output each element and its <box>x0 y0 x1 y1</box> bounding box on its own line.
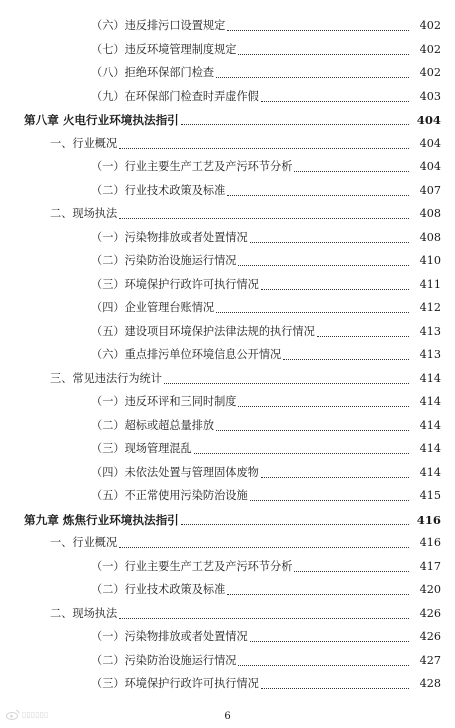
dot-leader <box>119 546 409 548</box>
dot-leader <box>238 264 409 266</box>
toc-entry-page: 407 <box>419 183 441 197</box>
toc-entry-page: 413 <box>419 324 441 338</box>
toc-entry-page: 415 <box>419 489 441 502</box>
toc-entry-page: 402 <box>419 19 441 32</box>
toc-entry-item[interactable] <box>0 460 455 480</box>
toc-entry-item[interactable] <box>0 225 455 245</box>
toc-entry-page: 414 <box>419 418 441 432</box>
toc-entry-page: 420 <box>419 583 441 596</box>
toc-entry-title: （二）行业技术政策及标准 <box>91 183 226 197</box>
dot-leader <box>216 311 409 313</box>
toc-entry-title: 一、行业概况 <box>50 536 118 549</box>
toc-entry-item[interactable] <box>0 84 455 104</box>
toc-entry-item[interactable] <box>0 154 455 174</box>
toc-entry-section[interactable] <box>0 201 455 221</box>
page-number: 6 <box>224 711 231 722</box>
toc-entry-title: 第九章 炼焦行业环境执法指引 <box>24 512 179 527</box>
dot-leader <box>194 452 409 454</box>
dot-leader <box>294 570 409 572</box>
toc-entry-title: 二、现场执法 <box>50 606 118 620</box>
toc-entry-page: 404 <box>416 113 441 127</box>
toc-entry-title: （四）企业管理台账情况 <box>91 301 215 314</box>
toc-entry-item[interactable] <box>0 37 455 57</box>
toc-entry-title: （八）拒绝环保部门检查 <box>91 66 215 79</box>
toc-entry-title: （六）重点排污单位环境信息公开情况 <box>91 348 282 361</box>
toc-entry-title: （九）在环保部门检查时弄虚作假 <box>91 89 259 103</box>
toc-entry-page: 416 <box>416 512 441 527</box>
toc-entry-title: 一、行业概况 <box>50 136 118 150</box>
toc-entry-title: （三）现场管理混乱 <box>91 442 192 455</box>
toc-entry-title: （六）违反排污口设置规定 <box>91 19 226 32</box>
toc-entry-page: 403 <box>419 89 441 103</box>
dot-leader <box>119 217 409 219</box>
toc-entry-section[interactable] <box>0 530 455 550</box>
dot-leader <box>216 429 409 431</box>
toc-entry-title: 二、现场执法 <box>50 207 118 220</box>
toc-entry-item[interactable] <box>0 413 455 433</box>
toc-entry-title: （一）行业主要生产工艺及产污环节分析 <box>91 160 293 173</box>
dot-leader <box>181 523 409 525</box>
toc-entry-page: 412 <box>419 301 441 314</box>
dot-leader <box>238 405 409 407</box>
dot-leader <box>119 617 409 619</box>
toc-entry-page: 413 <box>419 348 441 361</box>
toc-entry-page: 411 <box>419 277 441 291</box>
toc-entry-item[interactable] <box>0 272 455 292</box>
dot-leader <box>317 335 409 337</box>
toc-entry-title: （一）行业主要生产工艺及产污环节分析 <box>91 559 293 573</box>
toc-entry-page: 428 <box>419 677 441 690</box>
toc-entry-page: 404 <box>419 160 441 173</box>
dot-leader <box>250 499 409 501</box>
dot-leader <box>250 241 409 243</box>
toc-entry-page: 402 <box>419 66 441 79</box>
dot-leader <box>261 476 409 478</box>
toc-entry-item[interactable] <box>0 60 455 80</box>
toc-entry-page: 414 <box>419 465 441 479</box>
toc-entry-item[interactable] <box>0 436 455 456</box>
toc-entry-page: 414 <box>419 371 441 385</box>
toc-entry-title: （一）违反环评和三同时制度 <box>91 395 237 408</box>
toc-entry-title: （二）行业技术政策及标准 <box>91 583 226 596</box>
toc-entry-title: （三）环境保护行政许可执行情况 <box>91 677 259 690</box>
watermark <box>6 709 48 720</box>
toc-entry-item[interactable] <box>0 295 455 315</box>
toc-entry-item[interactable] <box>0 178 455 198</box>
toc-entry-page: 426 <box>419 606 441 620</box>
toc-entry-page: 402 <box>419 42 441 56</box>
toc-entry-title: （二）污染防治设施运行情况 <box>91 653 237 667</box>
dot-leader <box>261 687 409 689</box>
toc-entry-item[interactable] <box>0 342 455 362</box>
toc-entry-item[interactable] <box>0 483 455 503</box>
toc-entry-page: 427 <box>419 653 441 667</box>
weibo-logo-icon <box>6 709 20 720</box>
toc-entry-page: 414 <box>419 395 441 408</box>
toc-entry-title: （三）环境保护行政许可执行情况 <box>91 277 259 291</box>
toc-entry-item[interactable] <box>0 577 455 597</box>
toc-entry-item[interactable] <box>0 554 455 574</box>
toc-entry-item[interactable] <box>0 624 455 644</box>
toc-entry-item[interactable] <box>0 671 455 691</box>
toc-entry-page: 404 <box>419 136 441 150</box>
toc-entry-item[interactable] <box>0 648 455 668</box>
dot-leader <box>181 123 409 125</box>
toc-entry-title: （五）建设项目环境保护法律法规的执行情况 <box>91 324 315 338</box>
toc-entry-page: 426 <box>419 630 441 643</box>
toc-entry-page: 408 <box>419 230 441 244</box>
watermark-text: ▯▯▯▯▯▯ <box>22 710 49 719</box>
dot-leader <box>238 53 409 55</box>
dot-leader <box>261 100 409 102</box>
toc-entry-title: 三、常见违法行为统计 <box>50 371 162 385</box>
toc-entry-title: （一）污染物排放或者处置情况 <box>91 630 248 643</box>
toc-entry-title: （五）不正常使用污染防治设施 <box>91 489 248 502</box>
toc-entry-section[interactable] <box>0 131 455 151</box>
toc-entry-page: 414 <box>419 442 441 455</box>
dot-leader <box>164 382 409 384</box>
toc-entry-page: 417 <box>419 559 441 573</box>
dot-leader <box>250 640 409 642</box>
dot-leader <box>227 194 409 196</box>
toc-entry-title: （七）违反环境管理制度规定 <box>91 42 237 56</box>
toc-entry-title: （四）未依法处置与管理固体废物 <box>91 465 259 479</box>
toc-entry-title: 第八章 火电行业环境执法指引 <box>24 113 179 127</box>
dot-leader <box>294 170 409 172</box>
dot-leader <box>227 29 409 31</box>
toc-entry-item[interactable] <box>0 248 455 268</box>
dot-leader <box>216 76 409 78</box>
toc-entry-page: 408 <box>419 207 441 220</box>
toc-entry-title: （二）超标或超总量排放 <box>91 418 215 432</box>
toc-entry-item[interactable] <box>0 319 455 339</box>
toc-entry-section[interactable] <box>0 601 455 621</box>
toc-entry-page: 416 <box>419 536 441 549</box>
dot-leader <box>227 593 409 595</box>
dot-leader <box>283 358 409 360</box>
dot-leader <box>261 288 409 290</box>
toc-entry-section[interactable] <box>0 366 455 386</box>
dot-leader <box>119 147 409 149</box>
toc-entry-item[interactable] <box>0 13 455 33</box>
toc-entry-chapter[interactable] <box>0 507 455 527</box>
toc-entry-chapter[interactable] <box>0 107 455 127</box>
dot-leader <box>238 664 409 666</box>
toc-entry-title: （二）污染防治设施运行情况 <box>91 254 237 267</box>
toc-entry-item[interactable] <box>0 389 455 409</box>
toc-entry-title: （一）污染物排放或者处置情况 <box>91 230 248 244</box>
toc-entry-page: 410 <box>419 254 441 267</box>
